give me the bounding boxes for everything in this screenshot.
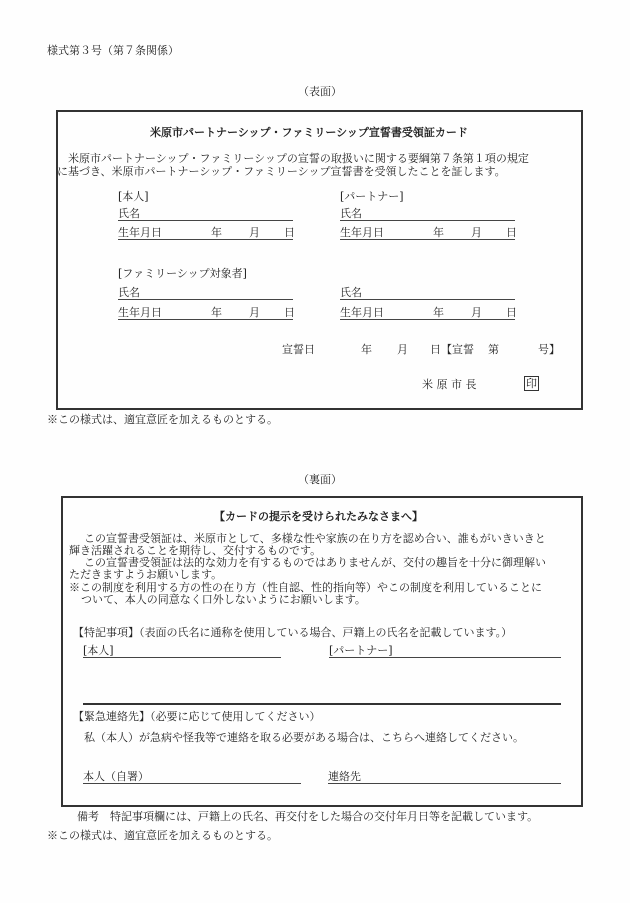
back-para1-line2: 輝き活躍されることを期待し、交付するものです。: [69, 544, 322, 557]
signature-label: 本人（自署）: [83, 770, 149, 783]
year-label: 年: [211, 306, 222, 319]
back-para1-line1: この宣誓書受領証は、米原市として、多様な性や家族の在り方を認め合い、誰もがいきいきと: [84, 532, 546, 545]
back-note: ※この様式は、適宜意匠を加えるものとする。: [47, 829, 278, 842]
self-birth-field[interactable]: [118, 227, 293, 240]
remarks: 備考 特記事項欄には、戸籍上の氏名、再交付をした場合の交付年月日等を記載しています。: [77, 810, 539, 823]
special-self-label: [本人]: [83, 644, 114, 657]
month-label: 月: [249, 226, 260, 239]
month-label: 月: [249, 306, 260, 319]
special-self-field[interactable]: [83, 645, 281, 658]
signature-field[interactable]: [83, 771, 301, 784]
day-label: 日: [284, 226, 295, 239]
back-para2-line2: ただきますようお願いします。: [69, 568, 223, 581]
name-label: 氏名: [118, 207, 140, 220]
contact-field[interactable]: [328, 771, 561, 784]
front-body-line2: に基づき、米原市パートナーシップ・ファミリーシップ宣誓書を受領したことを証します。: [57, 165, 506, 178]
birth-label: 生年月日: [118, 226, 162, 239]
day-label: 日: [284, 306, 295, 319]
front-body-line1: 米原市パートナーシップ・ファミリーシップの宣誓の取扱いに関する要綱第７条第１項の規定: [68, 152, 529, 165]
family-label: [ファミリーシップ対象者]: [118, 267, 247, 280]
year-label: 年: [211, 226, 222, 239]
self-name-field[interactable]: [118, 208, 293, 221]
seal-icon: 印: [526, 377, 537, 390]
birth-label: 生年月日: [340, 226, 384, 239]
mayor-title: 米 原 市 長: [422, 378, 477, 391]
back-card-title: 【カードの提示を受けられたみなさまへ】: [214, 510, 423, 523]
name-label: 氏名: [118, 286, 140, 299]
day-label: 日: [506, 226, 517, 239]
front-note: ※この様式は、適宜意匠を加えるものとする。: [47, 413, 278, 426]
month-label: 月: [471, 226, 482, 239]
family1-birth-field[interactable]: [118, 307, 293, 320]
back-side-label: （裏面）: [298, 473, 342, 486]
partner-birth-field[interactable]: [340, 227, 515, 240]
year-label: 年: [433, 226, 444, 239]
oath-month-label: 月: [397, 343, 408, 356]
birth-label: 生年月日: [118, 306, 162, 319]
oath-date-label: 宣誓日: [282, 343, 315, 356]
special-partner-field[interactable]: [329, 645, 561, 658]
year-label: 年: [433, 306, 444, 319]
special-heading: 【特記事項】（表面の氏名に通称を使用している場合、戸籍上の氏名を記載しています。）: [73, 626, 513, 639]
oath-number-open: 【宣誓: [441, 343, 474, 356]
oath-number-dai: 第: [488, 343, 499, 356]
oath-year-label: 年: [361, 343, 372, 356]
family1-name-field[interactable]: [118, 287, 293, 300]
front-side-label: （表面）: [298, 85, 342, 98]
family2-birth-field[interactable]: [340, 307, 515, 320]
special-extra-line[interactable]: [83, 703, 561, 705]
birth-label: 生年月日: [340, 306, 384, 319]
back-card: [61, 496, 583, 807]
front-card-title: 米原市パートナーシップ・ファミリーシップ宣誓書受領証カード: [150, 126, 468, 139]
day-label: 日: [506, 306, 517, 319]
emergency-heading: 【緊急連絡先】（必要に応じて使用してください）: [73, 710, 321, 723]
partner-label: [パートナー]: [340, 190, 404, 203]
back-para2-line1: この宣誓書受領証は法的な効力を有するものではありませんが、交付の趣旨を十分に御理解い: [84, 556, 546, 569]
oath-number-close: 号】: [538, 343, 560, 356]
form-number: 様式第３号（第７条関係）: [47, 44, 179, 57]
name-label: 氏名: [340, 286, 362, 299]
back-para3-line2: ついて、本人の同意なく口外しないようにお願いします。: [81, 593, 366, 606]
front-card: [56, 110, 583, 410]
oath-day-label: 日: [430, 343, 441, 356]
month-label: 月: [471, 306, 482, 319]
family2-name-field[interactable]: [340, 287, 515, 300]
name-label: 氏名: [340, 207, 362, 220]
seal-mark: [524, 378, 539, 389]
special-partner-label: [パートナー]: [329, 644, 393, 657]
self-label: [本人]: [118, 190, 149, 203]
contact-label: 連絡先: [328, 770, 361, 783]
emergency-text: 私（本人）が急病や怪我等で連絡を取る必要がある場合は、こちらへ連絡してください。: [84, 731, 524, 744]
back-para3-line1: ※この制度を利用する方の性の在り方（性自認、性的指向等）やこの制度を利用していることに: [69, 581, 542, 594]
partner-name-field[interactable]: [340, 208, 515, 221]
